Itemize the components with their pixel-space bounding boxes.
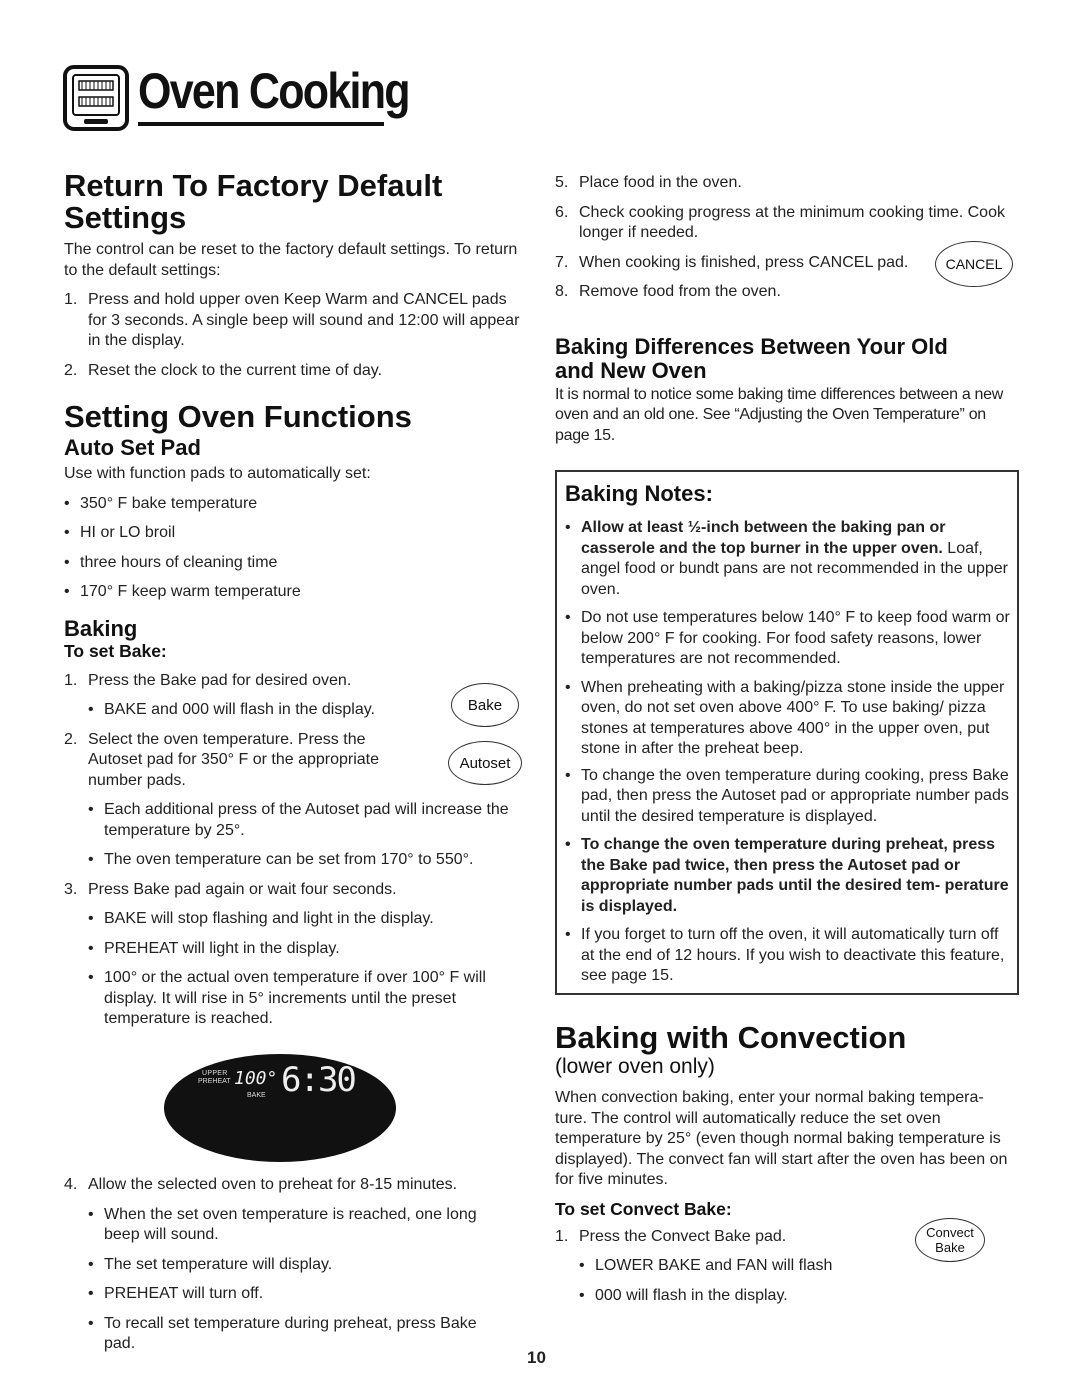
header-title: Oven Cooking	[138, 63, 409, 119]
bake-step-4-bullet: • PREHEAT will turn off.	[88, 1284, 504, 1305]
bake-step-3-bullet: • PREHEAT will light in the display.	[88, 939, 524, 960]
display-upper: UPPER	[202, 1070, 228, 1077]
display-time: 6:30	[281, 1060, 355, 1100]
note-2: • Do not use temperatures below 140° F to keep food warm or below 200° F for cooking. For food safety reasons, lower temperatures are not recommended.	[565, 608, 1011, 670]
convection-text: When convection baking, enter your normal baking tempera- ture. The control will automatically reduce the set oven temperature by 25° (even though normal baking temperature is displayed). The convect fan will start after the oven has been on for five minutes.	[555, 1089, 1008, 1188]
bake-step-2: 2. Select the oven temperature. Press the Autoset pad for 350° F or the appropriate number pads.	[64, 730, 380, 789]
convect-pad-line-2: Bake	[935, 1240, 965, 1255]
autoset-item: • HI or LO broil	[64, 523, 524, 544]
right-step-6: 6. Check cooking progress at the minimum cooking time. Cook longer if needed.	[555, 203, 1005, 241]
convect-bullet: • 000 will flash in the display.	[579, 1286, 1015, 1307]
bake-step-3-bullet: • BAKE will stop flashing and light in the display.	[88, 909, 524, 930]
autoset-item: • three hours of cleaning time	[64, 553, 524, 574]
factory-intro: The control can be reset to the factory default settings. To return to the default settings:	[64, 241, 518, 279]
bake-pad[interactable]: Bake	[451, 683, 519, 727]
left-column	[64, 170, 524, 1039]
bake-step-1-bullet: • BAKE and 000 will flash in the display.	[88, 700, 439, 721]
display-temp: 100°	[234, 1068, 278, 1089]
bake-step-2-bullet: • Each additional press of the Autoset pad will increase the temperature by 25°.	[88, 800, 514, 841]
convection-section	[555, 1022, 1015, 1315]
right-column	[555, 173, 1017, 446]
right-step-8: 8. Remove food from the oven.	[555, 283, 781, 300]
bake-step-1: 1. Press the Bake pad for desired oven.	[64, 671, 352, 689]
autoset-item: • 350° F bake temperature	[64, 494, 524, 515]
header	[60, 60, 409, 135]
autoset-heading: Auto Set Pad	[64, 435, 201, 460]
convect-bake-heading: To set Convect Bake:	[555, 1198, 732, 1219]
differences-heading-1: Baking Differences Between Your Old	[555, 333, 948, 359]
bake-step-3: 3. Press Bake pad again or wait four seconds.	[64, 880, 397, 898]
functions-heading: Setting Oven Functions	[64, 399, 412, 434]
right-step-5: 5. Place food in the oven.	[555, 174, 742, 191]
bake-step-4-bullet: • To recall set temperature during preheat, press Bake pad.	[88, 1314, 504, 1355]
bake-step-4-bullet: • The set temperature will display.	[88, 1255, 504, 1276]
factory-step-1: 1. Press and hold upper oven Keep Warm and CANCEL pads for 3 seconds. A single beep will sound and 12:00 will appear in the display.	[64, 291, 520, 349]
cancel-pad[interactable]: CANCEL	[935, 241, 1013, 287]
differences-heading-2: and New Oven	[555, 357, 707, 383]
set-bake-heading: To set Bake:	[64, 640, 167, 661]
convection-heading: Baking with Convection	[555, 1020, 907, 1055]
bake-step-4: 4. Allow the selected oven to preheat for 8-15 minutes.	[64, 1176, 458, 1193]
note-6: • If you forget to turn off the oven, it will automatically turn off at the end of 12 hours. If you wish to deactivate this feature, see page 15.	[565, 925, 1011, 987]
note-4: • To change the oven temperature during cooking, press Bake pad, then press the Autoset pad or appropriate number pads until the desired temperature is displayed.	[565, 766, 1011, 828]
note-3: • When preheating with a baking/pizza stone inside the upper oven, do not set oven above 400° F. To use baking/ pizza stones at temperatures above 400° in the upper oven, put stone in after the preheat beep.	[565, 678, 1011, 760]
convect-bake-pad[interactable]	[915, 1218, 985, 1262]
convect-step-1: 1. Press the Convect Bake pad.	[555, 1227, 787, 1245]
autoset-pad[interactable]: Autoset	[448, 741, 522, 785]
autoset-intro: Use with function pads to automatically set:	[64, 465, 371, 482]
note-1: • Allow at least ½-inch between the baking pan or casserole and the top burner in the upper oven. Loaf, angel food or bundt pans are not recommended in the upper oven.	[565, 518, 1011, 600]
baking-notes-box	[555, 470, 1019, 995]
bake-step-4-bullet: • When the set oven temperature is reached, one long beep will sound.	[88, 1205, 504, 1246]
bake-step-3-bullet: • 100° or the actual oven temperature if over 100° F will display. It will rise in 5° increments until the preset temperature is reached.	[88, 968, 514, 1030]
convection-subheading: (lower oven only)	[555, 1055, 715, 1078]
oven-icon	[62, 64, 130, 132]
convect-bullet: • LOWER BAKE and FAN will flash	[579, 1256, 1015, 1277]
display-preheat: PREHEAT	[198, 1078, 231, 1085]
note-5: • To change the oven temperature during preheat, press the Bake pad twice, then press the Autoset pad or appropriate number pads until the desired tem- perature is displayed.	[565, 835, 1011, 917]
differences-text: It is normal to notice some baking time differences between a new oven and an old one. See “Adjusting the Oven Temperature” on page 15.	[555, 385, 1004, 444]
header-underline	[138, 122, 384, 126]
convect-pad-line-1: Convect	[926, 1225, 974, 1240]
factory-heading-2: Settings	[64, 200, 187, 235]
baking-heading: Baking	[64, 615, 138, 641]
factory-step-2: 2. Reset the clock to the current time of day.	[64, 361, 383, 379]
oven-display	[164, 1054, 396, 1162]
page-number: 10	[527, 1348, 546, 1367]
left-column-bottom	[64, 1175, 504, 1364]
autoset-item: • 170° F keep warm temperature	[64, 582, 524, 603]
bake-step-2-bullet: • The oven temperature can be set from 170° to 550°.	[88, 850, 524, 871]
factory-heading-1: Return To Factory Default	[64, 168, 443, 203]
notes-heading: Baking Notes:	[565, 481, 713, 506]
right-step-7: 7. When cooking is finished, press CANCEL pad.	[555, 253, 909, 271]
display-bake: BAKE	[247, 1092, 266, 1099]
